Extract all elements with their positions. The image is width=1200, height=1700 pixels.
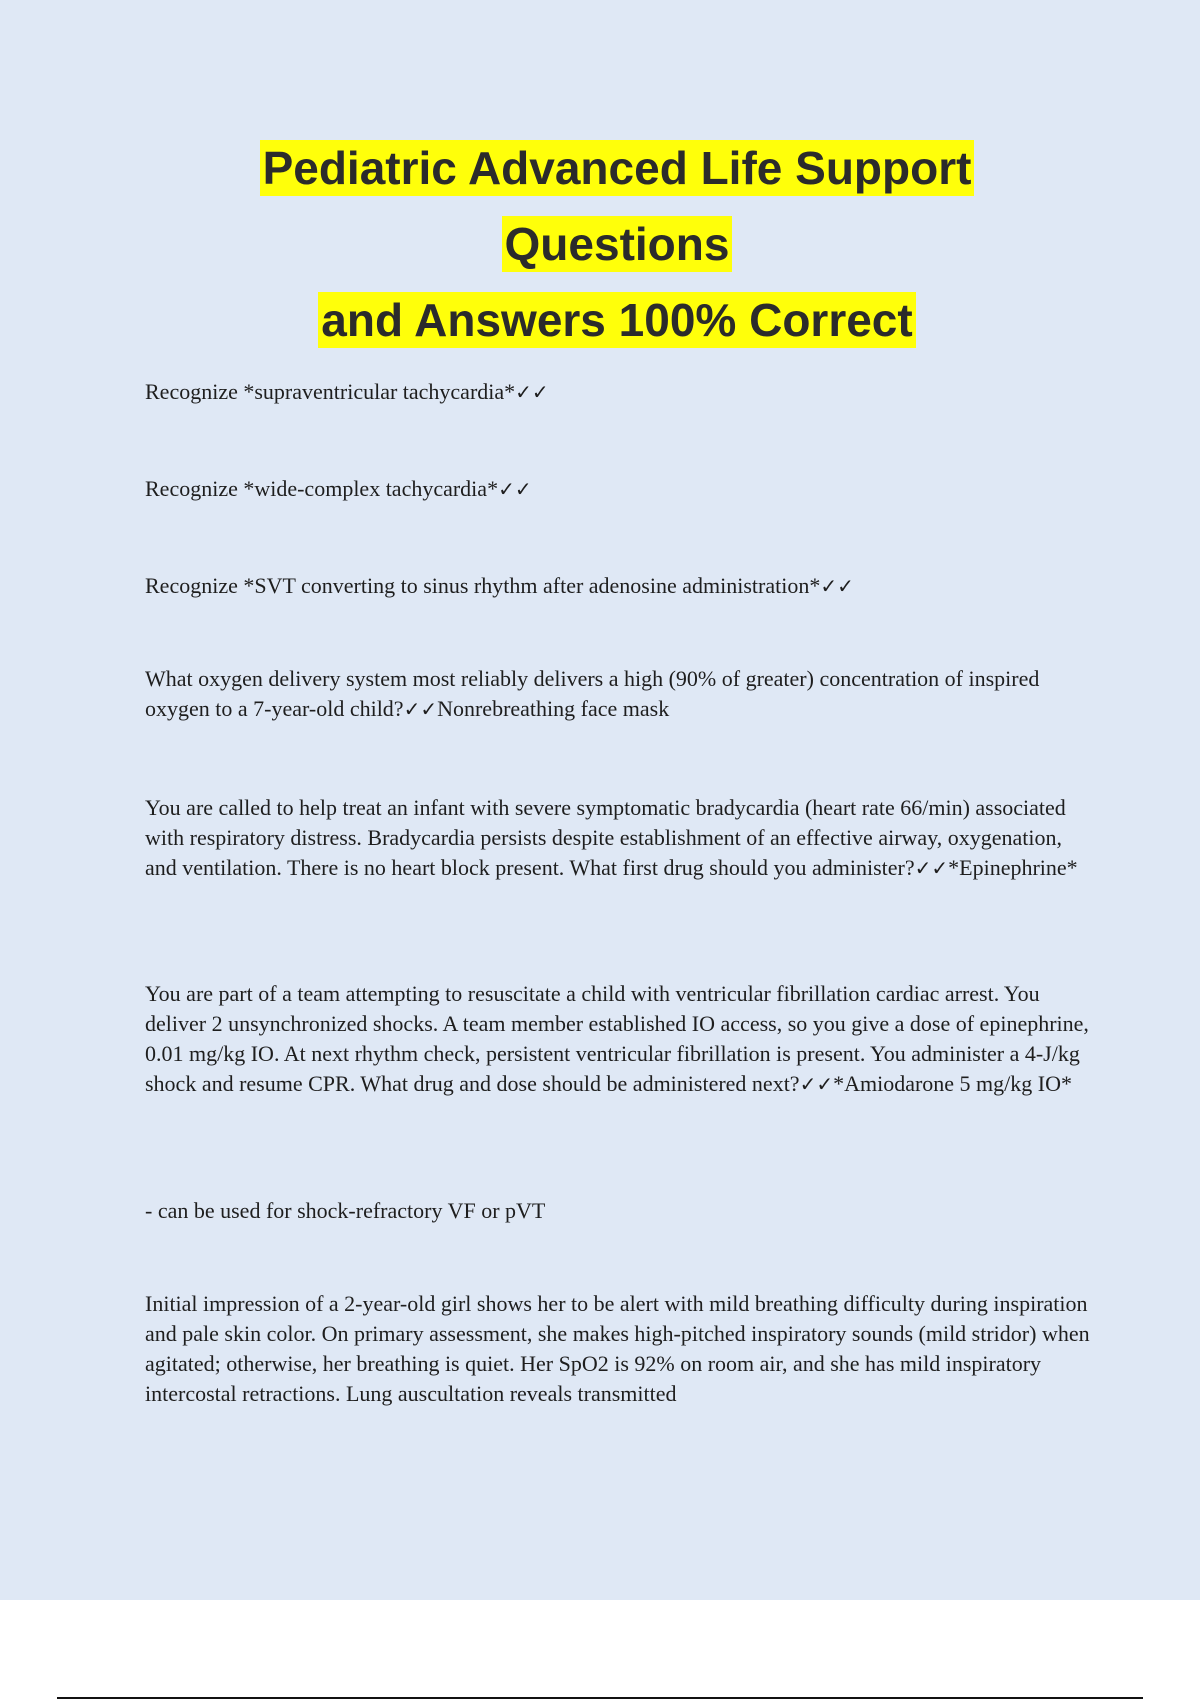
checkmark-icon: ✓✓ [914,856,949,880]
question-text: Initial impression of a 2-year-old girl shows her to be alert with mild breathing difficulty during inspiration and pale skin color. On primary assessment, she makes high-pitched inspiratory sounds (mild stridor) when agitated; otherwise, her breathing is quiet. Her SpO2 is 92% on room air, and she has mild inspiratory intercostal retractions. Lung auscultation reveals transmitted [145,1291,1090,1406]
checkmark-icon: ✓✓ [820,574,854,598]
question-text: What oxygen delivery system most reliably delivers a high (90% of greater) concentration of inspired oxygen to a 7-year-old child? [145,666,1040,721]
question-text: You are called to help treat an infant with severe symptomatic bradycardia (heart rate 66/min) associated with respiratory distress. Bradycardia persists despite establishment of an effective airway, oxygenation, and ventilation. There is no heart block present. What first drug should you administer? [145,795,1066,880]
qa-item [145,474,1090,504]
question-text: Recognize *SVT converting to sinus rhythm after adenosine administration* [145,573,821,598]
answer-text: *Amiodarone 5 mg/kg IO* [833,1071,1072,1096]
checkmark-icon: ✓✓ [498,477,532,501]
question-text: Recognize *supraventricular tachycardia* [145,379,516,404]
document-title [0,140,1200,368]
checkmark-icon: ✓✓ [799,1072,834,1096]
qa-item [145,571,1090,601]
question-text: Recognize *wide-complex tachycardia* [145,476,499,501]
title-line-3: and Answers 100% Correct [318,292,915,348]
title-line-2: Questions [502,216,733,272]
answer-text: Nonrebreathing face mask [437,696,670,721]
checkmark-icon: ✓✓ [515,380,549,404]
qa-item [145,377,1090,407]
question-text: You are part of a team attempting to resuscitate a child with ventricular fibrillation cardiac arrest. You deliver 2 unsynchronized shocks. A team member established IO access, so you give a dose of epinephrine, 0.01 mg/kg IO. At next rhythm check, persistent ventricular fibrillation is present. You administer a 4-J/kg shock and resume CPR. What drug and dose should be administered next? [145,981,1089,1096]
note-text: - can be used for shock-refractory VF or pVT [145,1198,546,1223]
qa-item [145,793,1090,883]
qa-item [145,979,1090,1099]
footer-divider [57,1697,1143,1699]
title-line-1: Pediatric Advanced Life Support [260,140,975,196]
qa-item [145,664,1090,724]
checkmark-icon: ✓✓ [403,697,438,721]
answer-text: *Epinephrine* [948,855,1078,880]
